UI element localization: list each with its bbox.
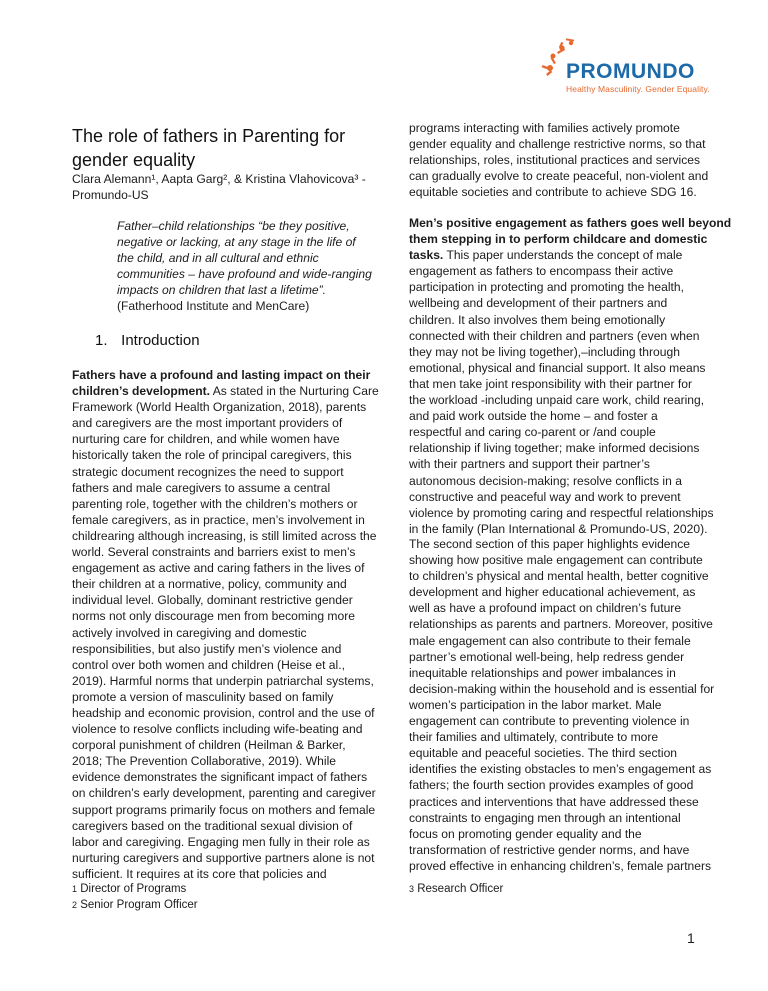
para-line: with their partners and support their partner’s — [409, 457, 650, 472]
para-line: autonomous decision-making; resolve conflicts in a — [409, 473, 682, 488]
para-line: female caregivers, as in practice, men’s involvement in — [72, 512, 365, 527]
para-line: on children’s early development, parenting and caregiver — [72, 786, 376, 801]
para-line: inequitable relationships and power imbalances in — [409, 665, 676, 680]
para-line: historically taken the role of principal caregivers, this — [72, 448, 352, 463]
title-line: gender equality — [72, 150, 196, 170]
para-line: development and higher educational achievement, as — [409, 585, 696, 600]
para-line: labor and caregiving. Engaging men fully in their role as — [72, 834, 370, 849]
para-line: and paid work outside the home – and foster a — [409, 409, 658, 424]
quote-source: (Fatherhood Institute and MenCare) — [117, 299, 310, 314]
para-line: relationships, roles, institutional practices and services — [409, 153, 701, 168]
footnote-mark: 1 — [72, 884, 78, 894]
para-line: partner’s emotional well-being, help redress gender — [409, 649, 685, 664]
section-number: 1. — [95, 332, 108, 349]
para-line: can gradually evolve to create peaceful, non-violent and — [409, 169, 709, 184]
intro-paragraph — [72, 367, 379, 882]
para-line: the workload -including unpaid care work, child rearing, — [409, 393, 705, 408]
quote-line: the child, and in all cultural and ethnic — [117, 251, 319, 266]
para-line: world. Several constraints and barriers exist to men’s — [72, 545, 356, 560]
para-line: engagement can contribute to preventing violence in — [409, 714, 690, 729]
para-line: equitable societies and contribute to achieve SDG 16. — [409, 185, 697, 200]
footnotes-left — [72, 881, 198, 913]
right-paragraph-1 — [409, 120, 709, 200]
para-lead: them stepping in to perform childcare and domestic — [409, 232, 708, 247]
para-line: support programs primarily focus on mothers and female — [72, 802, 376, 817]
para-line: 2018; The Prevention Collaborative, 2019). While — [72, 754, 336, 769]
para-line: caregivers based on the traditional sexual division of — [72, 818, 353, 833]
para-line: fathers and male caregivers to assume a central — [72, 480, 331, 495]
quote-line: Father–child relationships “be they positive, — [117, 219, 350, 233]
para-line: proved effective in enhancing children’s, female partners — [409, 858, 712, 873]
para-line: childrearing although increasing, is still limited across the — [72, 528, 377, 543]
para-line: and caregivers are the most important providers of — [72, 416, 343, 431]
para-line: practices and interventions that have addressed these — [409, 794, 699, 809]
footnotes-right — [409, 881, 503, 897]
para-line: norms not only discourage men from becoming more — [72, 609, 355, 624]
para-line: identifies the existing obstacles to men’s engagement as — [409, 762, 712, 777]
quote-line: negative or lacking, at any stage in the life of — [117, 235, 356, 250]
para-line: women’s participation in the labor market. Male — [409, 697, 662, 712]
author-line: Clara Alemann¹, Aapta Garg², & Kristina Vlahovicova³ - — [72, 172, 366, 186]
para-line: violence by promoting caring and respectful relationships — [409, 505, 714, 520]
footnote-text: Research Officer — [417, 883, 504, 895]
para-line: responsibilities, but also justify men’s violence and — [72, 641, 342, 656]
footnote-text: Senior Program Officer — [80, 899, 198, 911]
para-line: fathers; the fourth section provides examples of good — [409, 778, 694, 793]
para-line: well as have a profound impact on children’s future — [409, 601, 682, 616]
para-line: nurturing care for children, and while women have — [72, 432, 340, 447]
para-line: wellbeing and development of their partners and — [409, 296, 668, 311]
quote-line: impacts on children that last a lifetime”. — [117, 283, 327, 298]
para-line: decision-making within the household and is essential for — [409, 681, 715, 696]
para-line: to children’s physical and mental health, better cognitive — [409, 569, 709, 584]
logo-tagline: Healthy Masculinity. Gender Equality. — [566, 84, 710, 94]
para-line: evidence demonstrates the significant impact of fathers — [72, 770, 368, 785]
para-line: control over both women and children (Heise et al., — [72, 657, 345, 672]
para-line: headship and economic provision, control and the use of — [72, 705, 375, 720]
author-line: Promundo-US — [72, 188, 149, 203]
para-line: corporal punishment of children (Heilman & Barker, — [72, 738, 346, 753]
para-lead: tasks. — [409, 248, 444, 263]
para-line: focus on promoting gender equality and the — [409, 826, 642, 841]
para-line: respectful and caring co-parent or /and couple — [409, 425, 656, 440]
right-paragraph-2 — [409, 215, 732, 537]
para-line: engagement as fathers to encompass their active — [409, 264, 674, 279]
section-title: Introduction — [121, 332, 200, 349]
footnote — [72, 897, 198, 913]
section-heading — [95, 332, 200, 349]
para-text: As stated in the Nurturing Care — [210, 384, 379, 399]
para-line: emotional, physical and financial support. It also means — [409, 360, 706, 375]
para-line: relationships as parents and partners. Moreover, positive — [409, 617, 713, 632]
title-line: The role of fathers in Parenting for — [72, 126, 346, 146]
para-line: connected with their children and partners (even when — [409, 328, 700, 343]
para-lead: children’s development. — [72, 384, 210, 399]
footnote-mark: 3 — [409, 884, 415, 894]
para-line: transformation of restrictive gender norms, and have — [409, 842, 690, 857]
para-line: constraints to engaging men through an intentional — [409, 810, 681, 825]
para-line: their families and ultimately, contribute to more — [409, 730, 659, 745]
para-line: strategic document recognizes the need to support — [72, 464, 344, 479]
para-line: actively involved in caregiving and domestic — [72, 625, 307, 640]
document-title — [72, 124, 372, 172]
para-line: individual level. Globally, dominant restrictive gender — [72, 593, 353, 608]
para-line: in the family (Plan International & Promundo-US, 2020). — [409, 521, 708, 536]
para-line: engagement as active and caring fathers in the lives of — [72, 561, 365, 576]
para-line: children. It also involves them being emotionally — [409, 312, 666, 327]
para-line: sufficient. It requires at its core that policies and — [72, 866, 327, 881]
para-line: participation in protecting and promoting the health, — [409, 280, 684, 295]
para-lead: Fathers have a profound and lasting impact on their — [72, 368, 371, 382]
para-line: programs interacting with families actively promote — [409, 121, 680, 135]
para-line: their children at a normative, policy, community and — [72, 577, 347, 592]
para-line: relationship if living together; make informed decisions — [409, 441, 700, 456]
footnote — [72, 881, 198, 897]
para-line: that men take joint responsibility with their partner for — [409, 376, 692, 391]
para-text: This paper understands the concept of male — [443, 248, 683, 263]
epigraph-quote — [117, 218, 372, 315]
para-line: gender equality and challenge restrictive norms, so that — [409, 137, 706, 152]
para-line: parenting role, together with the children’s mothers or — [72, 496, 358, 511]
para-line: constructive and peaceful way and work to prevent — [409, 489, 681, 504]
footnote-text: Director of Programs — [80, 883, 187, 895]
para-line: The second section of this paper highlights evidence — [409, 537, 691, 551]
para-line: equitable and peaceful societies. The third section — [409, 746, 678, 761]
author-list — [72, 171, 372, 203]
right-paragraph-3 — [409, 536, 715, 874]
quote-line: communities – have profound and wide-ranging — [117, 267, 372, 282]
para-line: violence to resolve conflicts including wife-beating and — [72, 722, 363, 737]
footnote — [409, 881, 503, 897]
footnote-mark: 2 — [72, 900, 78, 910]
para-line: Framework (World Health Organization, 2018), parents — [72, 400, 367, 415]
para-line: they may not be living together),–including through — [409, 344, 680, 359]
para-line: 2019). Harmful norms that underpin patriarchal systems, — [72, 673, 374, 688]
para-line: promote a version of masculinity based on family — [72, 689, 334, 704]
para-line: showing how positive male engagement can contribute — [409, 553, 703, 568]
para-line: nurturing caregivers and supportive partners alone is not — [72, 850, 375, 865]
logo-wordmark: PROMUNDO — [566, 60, 695, 83]
para-lead: Men’s positive engagement as fathers goes well beyond — [409, 216, 732, 230]
para-line: male engagement can also contribute to their female — [409, 633, 691, 648]
page-number: 1 — [687, 930, 695, 946]
